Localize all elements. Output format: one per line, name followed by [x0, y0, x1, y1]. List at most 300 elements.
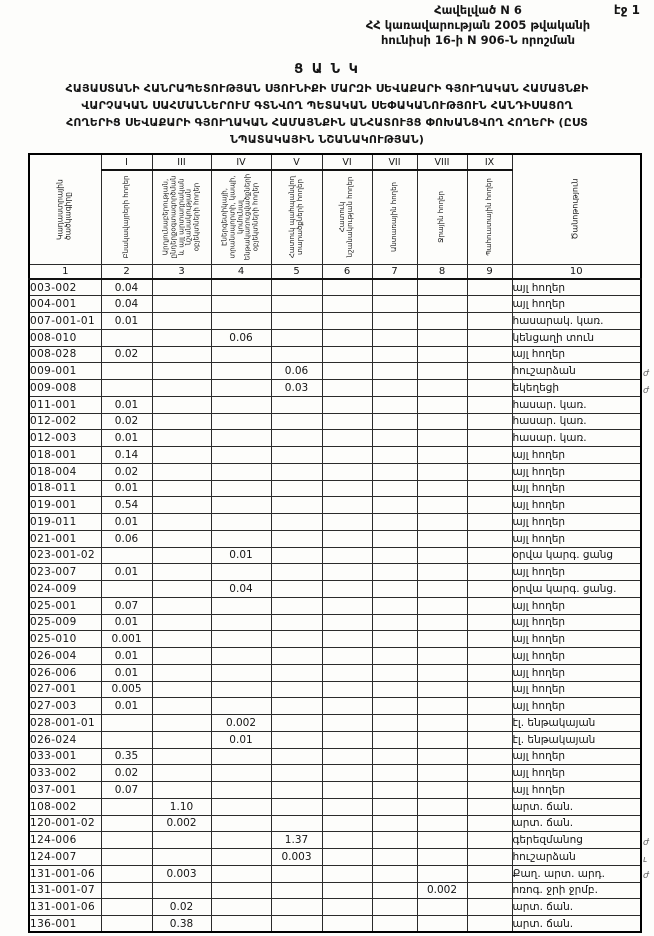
cell-col8 — [417, 849, 467, 866]
cell-col4 — [211, 631, 271, 648]
cell-col5 — [271, 514, 322, 531]
cell-col4 — [211, 765, 271, 782]
cell-col4 — [211, 447, 271, 464]
appendix-line: հունիսի 16-ի N 906-Ն որոշման — [381, 32, 575, 47]
cell-col9 — [467, 631, 512, 648]
cell-col5 — [271, 748, 322, 765]
cell-col6 — [322, 765, 372, 782]
cell-note: այլ հողեր — [512, 614, 641, 631]
cell-code: 008-028 — [29, 346, 101, 363]
table-row — [29, 597, 641, 614]
cell-col3 — [152, 547, 211, 564]
cell-col5 — [271, 413, 322, 430]
roman-numeral: IX — [467, 154, 512, 170]
cell-col4 — [211, 798, 271, 815]
cell-col8 — [417, 731, 467, 748]
cell-col9 — [467, 681, 512, 698]
cell-col4: 0.01 — [211, 731, 271, 748]
cell-col8 — [417, 329, 467, 346]
cell-col2 — [101, 731, 152, 748]
cell-col5 — [271, 581, 322, 598]
column-header: Հատուկ պահպանվող տարածքների հողեր — [287, 176, 304, 259]
cell-col9 — [467, 614, 512, 631]
cell-code: 003-002 — [29, 279, 101, 296]
cell-col6 — [322, 731, 372, 748]
cell-col3 — [152, 664, 211, 681]
cell-col4 — [211, 832, 271, 849]
table-row — [29, 815, 641, 832]
appendix-line: ՀՀ կառավարության 2005 թվականի — [365, 17, 591, 32]
table-row — [29, 916, 641, 933]
cell-col6 — [322, 681, 372, 698]
title-heading: Ց Ա Ն Կ — [294, 62, 360, 77]
cell-note: արտ. ճան. — [512, 798, 641, 815]
cell-code: 120-001-02 — [29, 815, 101, 832]
cell-col6 — [322, 363, 372, 380]
cell-col4 — [211, 564, 271, 581]
cell-note: օրվա կարգ. ցանց. — [512, 581, 641, 598]
table-row — [29, 564, 641, 581]
cell-col2 — [101, 882, 152, 899]
cell-col7 — [372, 497, 417, 514]
cell-col6 — [322, 564, 372, 581]
cell-note: գերեզմանոց — [512, 832, 641, 849]
header-cell — [372, 170, 417, 264]
cell-col8 — [417, 798, 467, 815]
cell-col9 — [467, 430, 512, 447]
cell-col3 — [152, 396, 211, 413]
cell-col2 — [101, 832, 152, 849]
cell-col8 — [417, 313, 467, 330]
cell-code: 131-001-06 — [29, 865, 101, 882]
cell-col2 — [101, 849, 152, 866]
cell-col8 — [417, 497, 467, 514]
cell-col3 — [152, 832, 211, 849]
cell-col5 — [271, 882, 322, 899]
header-cell — [101, 170, 152, 264]
column-number: 9 — [467, 264, 512, 279]
cell-col7 — [372, 916, 417, 933]
cell-code: 025-010 — [29, 631, 101, 648]
cell-col8 — [417, 614, 467, 631]
cell-col8 — [417, 463, 467, 480]
cell-col2 — [101, 815, 152, 832]
table-row — [29, 279, 641, 296]
cell-note: այլ հողեր — [512, 564, 641, 581]
column-header: Արդյունաբերության, ընդերքօգտագործման և այլ արտադրական նշանակության օբյեկտների հողեր — [160, 175, 201, 259]
cell-col7 — [372, 564, 417, 581]
cell-col5 — [271, 564, 322, 581]
table-row — [29, 396, 641, 413]
cell-col7 — [372, 430, 417, 447]
cell-col2: 0.04 — [101, 296, 152, 313]
cell-col3 — [152, 597, 211, 614]
cell-note: օրվա կարգ. ցանց — [512, 547, 641, 564]
cell-note: արտ. ճան. — [512, 916, 641, 933]
header-cell — [271, 170, 322, 264]
cell-col2: 0.07 — [101, 782, 152, 799]
roman-numeral: VII — [372, 154, 417, 170]
cell-col8 — [417, 430, 467, 447]
cell-col8 — [417, 631, 467, 648]
cell-col7 — [372, 899, 417, 916]
cell-col2: 0.02 — [101, 413, 152, 430]
table-row — [29, 380, 641, 397]
cell-col6 — [322, 882, 372, 899]
cell-col7 — [372, 748, 417, 765]
cell-code: 033-002 — [29, 765, 101, 782]
header-cell — [211, 170, 271, 264]
cell-col7 — [372, 279, 417, 296]
table-row — [29, 480, 641, 497]
cell-col7 — [372, 631, 417, 648]
cell-col9 — [467, 296, 512, 313]
cell-col3 — [152, 346, 211, 363]
cell-col2 — [101, 916, 152, 933]
cell-col9 — [467, 547, 512, 564]
table-row — [29, 363, 641, 380]
cell-col9 — [467, 698, 512, 715]
column-header: Էներգետիկայի, տրանսպորտի, կապի, կոմունալ ենթակառուցվածքների օբյեկտների հողեր — [220, 174, 260, 261]
cell-col4 — [211, 313, 271, 330]
cell-col2: 0.01 — [101, 614, 152, 631]
cell-col3 — [152, 447, 211, 464]
column-number: 2 — [101, 264, 152, 279]
cell-note: հասար. կառ. — [512, 396, 641, 413]
cell-note: այլ հողեր — [512, 664, 641, 681]
cell-col5 — [271, 463, 322, 480]
cell-note: այլ հողեր — [512, 631, 641, 648]
cell-code: 026-024 — [29, 731, 101, 748]
cell-col8 — [417, 346, 467, 363]
cell-col4 — [211, 380, 271, 397]
cell-col3 — [152, 329, 211, 346]
cell-col8 — [417, 765, 467, 782]
cell-col5: 0.06 — [271, 363, 322, 380]
marginal-mark: ժ — [643, 837, 649, 848]
cell-col7 — [372, 581, 417, 598]
cell-col2 — [101, 798, 152, 815]
cell-col3 — [152, 497, 211, 514]
header-cell — [417, 170, 467, 264]
cell-col7 — [372, 849, 417, 866]
cell-note: այլ հողեր — [512, 279, 641, 296]
cell-col8 — [417, 279, 467, 296]
cell-col5 — [271, 329, 322, 346]
cell-col8 — [417, 380, 467, 397]
marginal-mark: ժ — [643, 368, 649, 379]
cell-col6 — [322, 698, 372, 715]
cell-col6 — [322, 865, 372, 882]
cell-col4: 0.002 — [211, 715, 271, 732]
roman-numeral: III — [152, 154, 211, 170]
cell-col8 — [417, 899, 467, 916]
cell-col2: 0.06 — [101, 530, 152, 547]
column-numbers-row — [29, 264, 641, 279]
cell-col3 — [152, 296, 211, 313]
cell-col5 — [271, 279, 322, 296]
cell-col2: 0.005 — [101, 681, 152, 698]
column-header: Բնակավայրերի հողեր — [121, 175, 130, 259]
cell-col4 — [211, 346, 271, 363]
cell-col3 — [152, 480, 211, 497]
cell-col9 — [467, 463, 512, 480]
cell-col4 — [211, 296, 271, 313]
column-header: Անտառային հողեր — [389, 182, 398, 253]
cell-col8 — [417, 413, 467, 430]
data-rows — [29, 279, 641, 932]
cell-note: էլ. ենթակայան — [512, 715, 641, 732]
cell-col2: 0.14 — [101, 447, 152, 464]
cell-col6 — [322, 899, 372, 916]
cell-col9 — [467, 447, 512, 464]
cell-col5 — [271, 296, 322, 313]
cell-col2: 0.02 — [101, 463, 152, 480]
cell-col4 — [211, 899, 271, 916]
cell-note: Քաղ. արտ. արդ. — [512, 865, 641, 882]
title-line: ՆՊԱՏԱԿԱՅԻՆ ՆՇԱՆԱԿՈՒԹՅԱՆ) — [229, 133, 425, 146]
table-row — [29, 698, 641, 715]
cell-col2 — [101, 363, 152, 380]
cell-col2: 0.02 — [101, 346, 152, 363]
appendix-header — [318, 3, 638, 48]
cell-col2: 0.01 — [101, 480, 152, 497]
roman-numeral: IV — [211, 154, 271, 170]
cell-col5 — [271, 916, 322, 933]
table-row — [29, 430, 641, 447]
column-number: 1 — [29, 264, 101, 279]
cell-col9 — [467, 346, 512, 363]
cell-code: 009-008 — [29, 380, 101, 397]
cell-col7 — [372, 815, 417, 832]
table-row — [29, 614, 641, 631]
cell-note: կենցաղի տուն — [512, 329, 641, 346]
cell-note: այլ հողեր — [512, 782, 641, 799]
cell-col6 — [322, 396, 372, 413]
cell-col8 — [417, 396, 467, 413]
cell-col9 — [467, 329, 512, 346]
cell-col2: 0.04 — [101, 279, 152, 296]
cell-col2: 0.02 — [101, 765, 152, 782]
cell-col8 — [417, 748, 467, 765]
cell-col5 — [271, 530, 322, 547]
cell-code: 136-001 — [29, 916, 101, 933]
cell-col7 — [372, 480, 417, 497]
cell-col6 — [322, 447, 372, 464]
marginal-mark: ժ — [643, 871, 649, 882]
cell-col3 — [152, 631, 211, 648]
cell-col3: 0.38 — [152, 916, 211, 933]
cell-col4 — [211, 882, 271, 899]
cell-col2 — [101, 715, 152, 732]
column-number: 4 — [211, 264, 271, 279]
cell-col2: 0.07 — [101, 597, 152, 614]
table-row — [29, 748, 641, 765]
roman-numeral: VI — [322, 154, 372, 170]
cell-note: հասարակ. կառ. — [512, 313, 641, 330]
cell-col7 — [372, 363, 417, 380]
cell-col5 — [271, 715, 322, 732]
cell-code: 007-001-01 — [29, 313, 101, 330]
page-number: էջ 1 — [613, 3, 640, 17]
cell-note: հասար. կառ. — [512, 413, 641, 430]
cell-col3 — [152, 463, 211, 480]
cell-col3: 0.003 — [152, 865, 211, 882]
column-number: 8 — [417, 264, 467, 279]
cell-col9 — [467, 648, 512, 665]
cell-code: 124-007 — [29, 849, 101, 866]
column-header: Հատուկ նշանակության հողեր — [338, 176, 354, 258]
cell-col4 — [211, 782, 271, 799]
cell-col3 — [152, 698, 211, 715]
cell-code: 033-001 — [29, 748, 101, 765]
table-row — [29, 313, 641, 330]
cell-col5 — [271, 614, 322, 631]
table-row — [29, 463, 641, 480]
cell-col7 — [372, 648, 417, 665]
cell-col5 — [271, 782, 322, 799]
cell-note: եկեղեցի — [512, 380, 641, 397]
cell-col4 — [211, 480, 271, 497]
cell-col5 — [271, 396, 322, 413]
cell-col9 — [467, 581, 512, 598]
cell-col6 — [322, 296, 372, 313]
cell-note: այլ հողեր — [512, 480, 641, 497]
cell-col9 — [467, 765, 512, 782]
table-row — [29, 731, 641, 748]
cell-col3 — [152, 731, 211, 748]
cell-col8 — [417, 715, 467, 732]
cell-col4 — [211, 916, 271, 933]
cell-col8 — [417, 296, 467, 313]
cell-col6 — [322, 798, 372, 815]
cell-col9 — [467, 865, 512, 882]
table-row — [29, 899, 641, 916]
cell-col8: 0.002 — [417, 882, 467, 899]
table-row — [29, 346, 641, 363]
header-cell-code — [29, 154, 101, 264]
cell-note: այլ հողեր — [512, 648, 641, 665]
cell-col7 — [372, 380, 417, 397]
cell-note: այլ հողեր — [512, 497, 641, 514]
cell-code: 008-010 — [29, 329, 101, 346]
cell-col4 — [211, 614, 271, 631]
cell-col5 — [271, 664, 322, 681]
cell-code: 004-001 — [29, 296, 101, 313]
cell-col7 — [372, 715, 417, 732]
table-row — [29, 547, 641, 564]
cell-note: էլ. ենթակայան — [512, 731, 641, 748]
title-line: ՀՈՂԵՐԻՑ ՍԵՎԱՔԱՐԻ ԳՅՈՒՂԱԿԱՆ ՀԱՄԱՅՆՔԻՆ ԱՆՀԱՏՈՒՅՑ ՓՈԽԱՆՑՎՈՂ ՀՈՂԵՐԻ (ԸՍՏ — [66, 116, 588, 129]
cell-note: հուշարձան — [512, 363, 641, 380]
cell-col4: 0.04 — [211, 581, 271, 598]
cell-col5 — [271, 497, 322, 514]
cell-col3 — [152, 581, 211, 598]
cell-col6 — [322, 664, 372, 681]
cell-col5: 1.37 — [271, 832, 322, 849]
cell-col6 — [322, 614, 372, 631]
cell-col7 — [372, 681, 417, 698]
cell-col9 — [467, 363, 512, 380]
cell-col5 — [271, 681, 322, 698]
cell-col3 — [152, 530, 211, 547]
cell-col9 — [467, 916, 512, 933]
cell-col5 — [271, 597, 322, 614]
cell-col7 — [372, 698, 417, 715]
cell-col7 — [372, 664, 417, 681]
cell-col9 — [467, 313, 512, 330]
cell-note: հասար. կառ. — [512, 430, 641, 447]
cell-col3 — [152, 430, 211, 447]
table-row — [29, 664, 641, 681]
cell-col9 — [467, 380, 512, 397]
cell-col7 — [372, 832, 417, 849]
cell-col8 — [417, 597, 467, 614]
roman-numeral: V — [271, 154, 322, 170]
cell-col9 — [467, 832, 512, 849]
cell-col3: 0.02 — [152, 899, 211, 916]
table-row — [29, 832, 641, 849]
cell-col7 — [372, 865, 417, 882]
cell-note: այլ հողեր — [512, 447, 641, 464]
cell-col5 — [271, 698, 322, 715]
cell-col3 — [152, 614, 211, 631]
cell-col5 — [271, 447, 322, 464]
cell-code: 131-001-06 — [29, 899, 101, 916]
cell-col4 — [211, 815, 271, 832]
cell-col6 — [322, 832, 372, 849]
cell-note: այլ հողեր — [512, 698, 641, 715]
cell-code: 023-007 — [29, 564, 101, 581]
cell-col5 — [271, 865, 322, 882]
cell-col4 — [211, 698, 271, 715]
cell-col9 — [467, 564, 512, 581]
cell-col6 — [322, 530, 372, 547]
cell-col3: 1.10 — [152, 798, 211, 815]
cell-col6 — [322, 329, 372, 346]
cell-note: այլ հողեր — [512, 597, 641, 614]
cell-col3 — [152, 313, 211, 330]
cell-col4 — [211, 279, 271, 296]
marginal-mark: ւ — [643, 854, 647, 865]
table-row — [29, 497, 641, 514]
cell-col9 — [467, 715, 512, 732]
cell-col8 — [417, 815, 467, 832]
cell-col6 — [322, 346, 372, 363]
cell-col3 — [152, 564, 211, 581]
cell-col6 — [322, 380, 372, 397]
cell-col4 — [211, 514, 271, 531]
cell-col2: 0.01 — [101, 514, 152, 531]
cell-col4 — [211, 463, 271, 480]
cell-col8 — [417, 832, 467, 849]
cell-col4: 0.01 — [211, 547, 271, 564]
cell-col3 — [152, 279, 211, 296]
cell-col2: 0.01 — [101, 648, 152, 665]
cell-col5 — [271, 313, 322, 330]
cell-col4 — [211, 363, 271, 380]
cell-col6 — [322, 648, 372, 665]
cell-col2 — [101, 547, 152, 564]
cell-col7 — [372, 597, 417, 614]
cell-code: 018-001 — [29, 447, 101, 464]
roman-numeral: I — [101, 154, 152, 170]
table-row — [29, 849, 641, 866]
cell-col2 — [101, 380, 152, 397]
cell-col2: 0.01 — [101, 396, 152, 413]
cell-col8 — [417, 916, 467, 933]
cell-col5 — [271, 631, 322, 648]
